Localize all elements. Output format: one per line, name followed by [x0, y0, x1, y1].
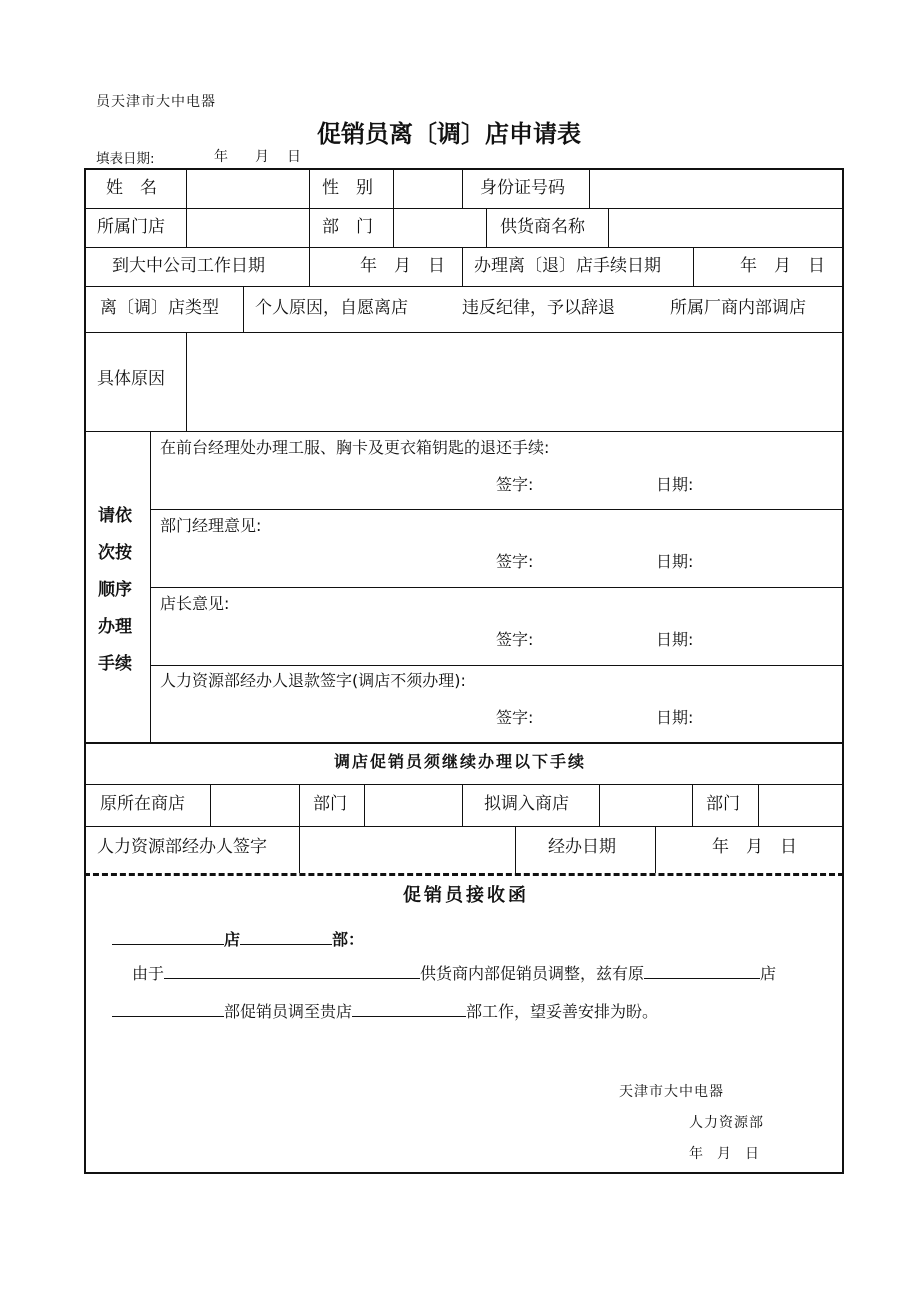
col-divider: [693, 247, 694, 286]
letter-sign-company: 天津市大中电器: [619, 1084, 724, 1100]
row-divider: [84, 826, 844, 827]
leave-date-label: 办理离〔退〕店手续日期: [474, 256, 661, 276]
col-divider: [243, 286, 244, 332]
blank-orig-dept[interactable]: [112, 1001, 224, 1017]
col-divider: [210, 784, 211, 826]
work-start-date-label: 到大中公司工作日期: [112, 256, 265, 276]
col-divider: [393, 168, 394, 208]
date-label: 日期:: [656, 630, 694, 649]
leave-date-field[interactable]: 年 月 日: [740, 256, 825, 276]
step-divider: [150, 665, 844, 666]
name-field[interactable]: [188, 170, 307, 206]
blank-new-dept[interactable]: [352, 1001, 466, 1017]
line2-prefix: 由于: [132, 964, 165, 983]
col-divider: [462, 784, 463, 826]
blank-dept[interactable]: [240, 929, 332, 945]
fill-date-day: 日: [287, 149, 301, 165]
col-divider: [186, 168, 187, 208]
col-divider: [589, 168, 590, 208]
transfer-header: 调店促销员须继续办理以下手续: [334, 752, 587, 771]
sign-label: 签字:: [496, 708, 534, 727]
option-internal-transfer[interactable]: 所属厂商内部调店: [670, 298, 806, 318]
store-label: 所属门店: [97, 217, 165, 237]
row-divider: [84, 742, 844, 744]
sign-label: 签字:: [496, 552, 534, 571]
side-line: 办理: [98, 617, 132, 637]
col-divider: [486, 208, 487, 247]
procedure-side-label: [98, 498, 132, 683]
id-number-label: 身份证号码: [480, 178, 565, 198]
side-line: 请依: [98, 506, 132, 526]
col-divider: [299, 826, 300, 873]
col-divider: [299, 784, 300, 826]
department-field[interactable]: [395, 210, 484, 245]
col-divider: [462, 168, 463, 208]
option-voluntary[interactable]: 个人原因，自愿离店: [255, 298, 408, 318]
blank-orig-store[interactable]: [644, 963, 760, 979]
table-right-border: [842, 168, 844, 1174]
col-divider: [608, 208, 609, 247]
col-divider: [309, 168, 310, 208]
step-divider: [150, 587, 844, 588]
company-line: 员天津市大中电器: [96, 94, 216, 110]
line3-end: 部工作，望妥善安排为盼。: [466, 1002, 659, 1021]
line3-mid: 部促销员调至贵店: [224, 1002, 353, 1021]
work-start-date-field[interactable]: 年 月 日: [360, 256, 445, 276]
gender-label: 性 别: [322, 178, 373, 198]
step-divider: [150, 509, 844, 510]
id-number-field[interactable]: [591, 170, 840, 206]
step-hr-refund: 人力资源部经办人退款签字(调店不须办理):: [160, 671, 466, 690]
supplier-label: 供货商名称: [500, 217, 585, 237]
letter-sign-dept: 人力资源部: [689, 1115, 764, 1131]
new-store-label: 拟调入商店: [484, 794, 569, 814]
col-divider: [364, 784, 365, 826]
reason-label: 具体原因: [97, 369, 165, 389]
letter-title: 促销员接收函: [403, 885, 529, 906]
gender-field[interactable]: [395, 170, 460, 206]
side-line: 次按: [98, 543, 132, 563]
row-divider: [84, 208, 844, 209]
row-divider: [84, 784, 844, 785]
col-divider: [186, 332, 187, 431]
hr-sign-label: 人力资源部经办人签字: [97, 837, 267, 857]
col-divider: [515, 826, 516, 873]
letter-line-1: [112, 927, 364, 950]
col-divider: [692, 784, 693, 826]
sign-label: 签字:: [496, 475, 534, 494]
table-left-border: [84, 168, 86, 1174]
line2-end: 店: [760, 964, 777, 983]
step-dept-manager: 部门经理意见:: [160, 516, 262, 535]
col-divider: [186, 208, 187, 247]
supplier-field[interactable]: [610, 210, 840, 245]
letter-sign-date: 年 月 日: [689, 1146, 759, 1162]
date-label: 日期:: [656, 475, 694, 494]
row-divider: [84, 332, 844, 333]
table-bottom-border: [84, 1172, 844, 1174]
sign-label: 签字:: [496, 630, 534, 649]
date-label: 日期:: [656, 708, 694, 727]
blank-supplier[interactable]: [164, 963, 420, 979]
option-dismissed[interactable]: 违反纪律，予以辞退: [462, 298, 615, 318]
col-divider: [309, 208, 310, 247]
new-dept-label: 部门: [706, 794, 740, 814]
letter-line-2: [132, 961, 776, 984]
letter-line-3: [112, 999, 658, 1022]
col-divider: [150, 431, 151, 742]
blank-store[interactable]: [112, 929, 224, 945]
fill-date-label: 填表日期:: [96, 151, 155, 167]
cut-line: [84, 873, 844, 876]
line2-mid: 供货商内部促销员调整，兹有原: [420, 964, 645, 983]
step-store-manager: 店长意见:: [160, 594, 230, 613]
handle-date-field[interactable]: 年 月 日: [712, 837, 797, 857]
fill-date-year: 年: [214, 149, 228, 165]
col-divider: [393, 208, 394, 247]
col-divider: [599, 784, 600, 826]
page-title: 促销员离〔调〕店申请表: [317, 120, 581, 148]
department-label: 部 门: [322, 217, 373, 237]
row-divider: [84, 431, 844, 432]
col-divider: [655, 826, 656, 873]
col-divider: [758, 784, 759, 826]
date-label: 日期:: [656, 552, 694, 571]
store-word: 店: [224, 930, 241, 949]
col-divider: [462, 247, 463, 286]
side-line: 顺序: [98, 580, 132, 600]
leave-type-label: 离〔调〕店类型: [100, 298, 219, 318]
fill-date-month: 月: [255, 149, 269, 165]
side-line: 手续: [98, 654, 132, 674]
handle-date-label: 经办日期: [548, 837, 616, 857]
row-divider: [84, 247, 844, 248]
orig-store-label: 原所在商店: [100, 794, 185, 814]
orig-dept-label: 部门: [313, 794, 347, 814]
row-divider: [84, 286, 844, 287]
name-label: 姓 名: [106, 178, 157, 198]
col-divider: [309, 247, 310, 286]
reason-field[interactable]: [188, 334, 840, 429]
store-field[interactable]: [188, 210, 307, 245]
dept-word: 部：: [332, 930, 365, 949]
step-return-items: 在前台经理处办理工服、胸卡及更衣箱钥匙的退还手续:: [160, 438, 550, 457]
